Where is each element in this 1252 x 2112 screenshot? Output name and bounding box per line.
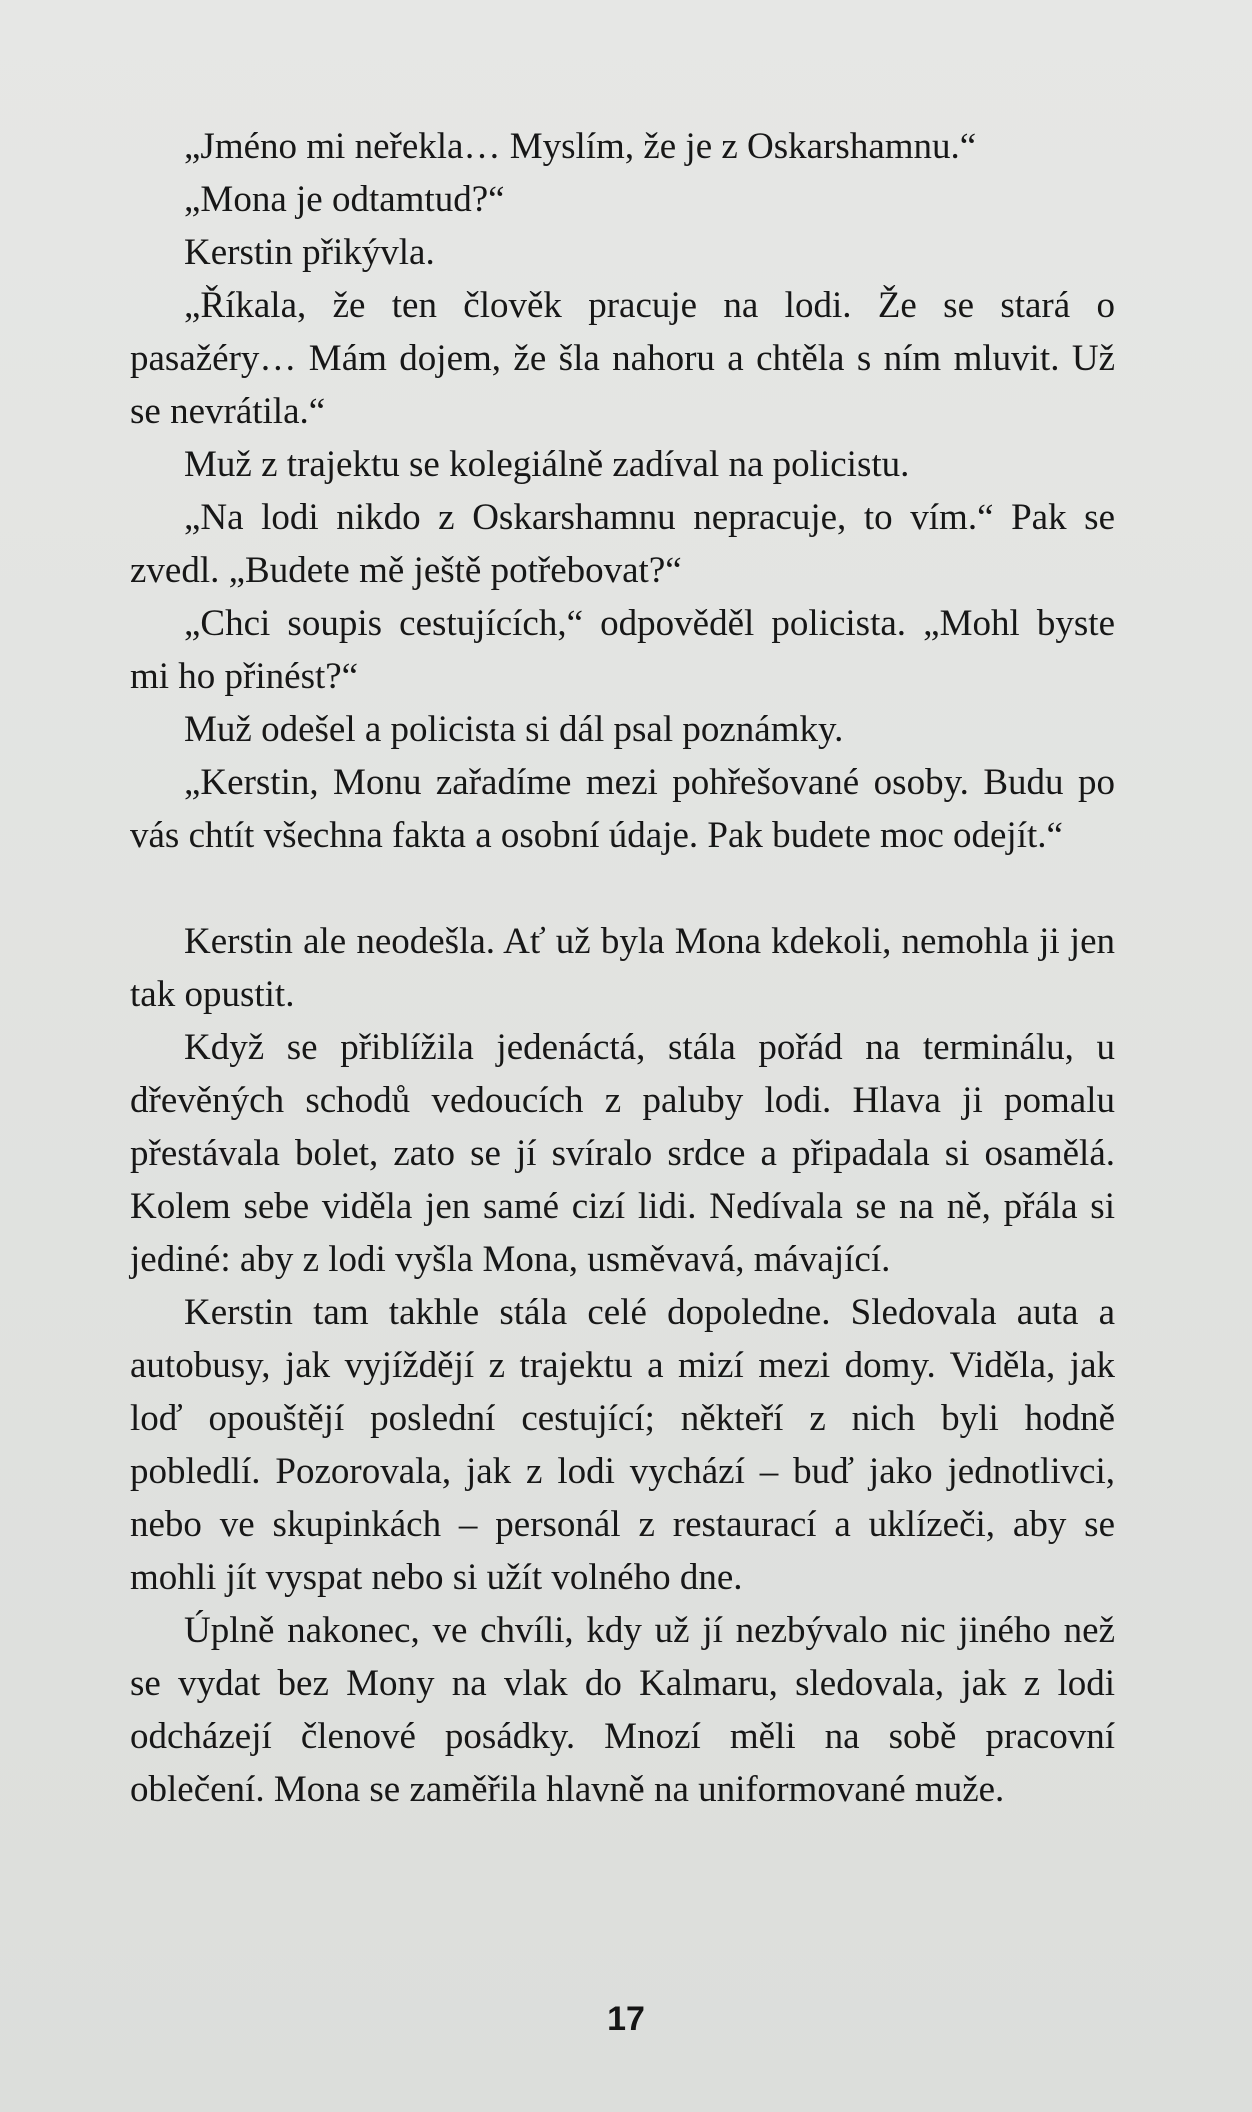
paragraph-1: „Jméno mi neřekla… Myslím, že je z Oskarshamnu.“	[184, 126, 977, 167]
paragraph-10: Kerstin ale neodešla. Ať už byla Mona kdekoli, nemohla ji jen tak opustit.	[130, 921, 1115, 1015]
paragraph-8: Muž odešel a policista si dál psal poznámky.	[184, 709, 844, 750]
paragraph-6: „Na lodi nikdo z Oskarshamnu nepracuje, to vím.“ Pak se zvedl. „Budete mě ještě potřebovat?“	[130, 497, 1115, 591]
paragraph-2: „Mona je odtamtud?“	[184, 179, 505, 220]
paragraph-13: Úplně nakonec, ve chvíli, kdy už jí nezbývalo nic jiného než se vydat bez Mony na vlak do Kalmaru, sledovala, jak z lodi odcházejí členové posádky. Mnozí měli na sobě pracovní oblečení. Mona se zaměřila hlavně na uniformované muže.	[130, 1610, 1115, 1810]
paragraph-7: „Chci soupis cestujících,“ odpověděl policista. „Mohl byste mi ho přinést?“	[130, 603, 1115, 697]
body-text	[130, 120, 1115, 1816]
paragraph-4: „Říkala, že ten člověk pracuje na lodi. Že se stará o pasažéry… Mám dojem, že šla nahoru a chtěla s ním mluvit. Už se nevrátila.“	[130, 285, 1115, 432]
paragraph-3: Kerstin přikývla.	[184, 232, 435, 273]
paragraph-5: Muž z trajektu se kolegiálně zadíval na policistu.	[184, 444, 910, 485]
paragraph-12: Kerstin tam takhle stála celé dopoledne. Sledovala auta a autobusy, jak vyjíždějí z trajektu a mizí mezi domy. Viděla, jak loď opouštějí poslední cestující; někteří z nich byli hodně pobledlí. Pozorovala, jak z lodi vychází – buď jako jednotlivci, nebo ve skupinkách – personál z restaurací a uklízeči, aby se mohli jít vyspat nebo si užít volného dne.	[130, 1292, 1115, 1598]
page-number: 17	[607, 2000, 645, 2038]
paragraph-11: Když se přiblížila jedenáctá, stála pořád na terminálu, u dřevěných schodů vedoucích z paluby lodi. Hlava ji pomalu přestávala bolet, zato se jí svíralo srdce a připadala si osamělá. Kolem sebe viděla jen samé cizí lidi. Nedívala se na ně, přála si jediné: aby z lodi vyšla Mona, usměvavá, mávající.	[130, 1027, 1115, 1280]
paragraph-9: „Kerstin, Monu zařadíme mezi pohřešované osoby. Budu po vás chtít všechna fakta a osobní údaje. Pak budete moc odejít.“	[130, 762, 1115, 856]
